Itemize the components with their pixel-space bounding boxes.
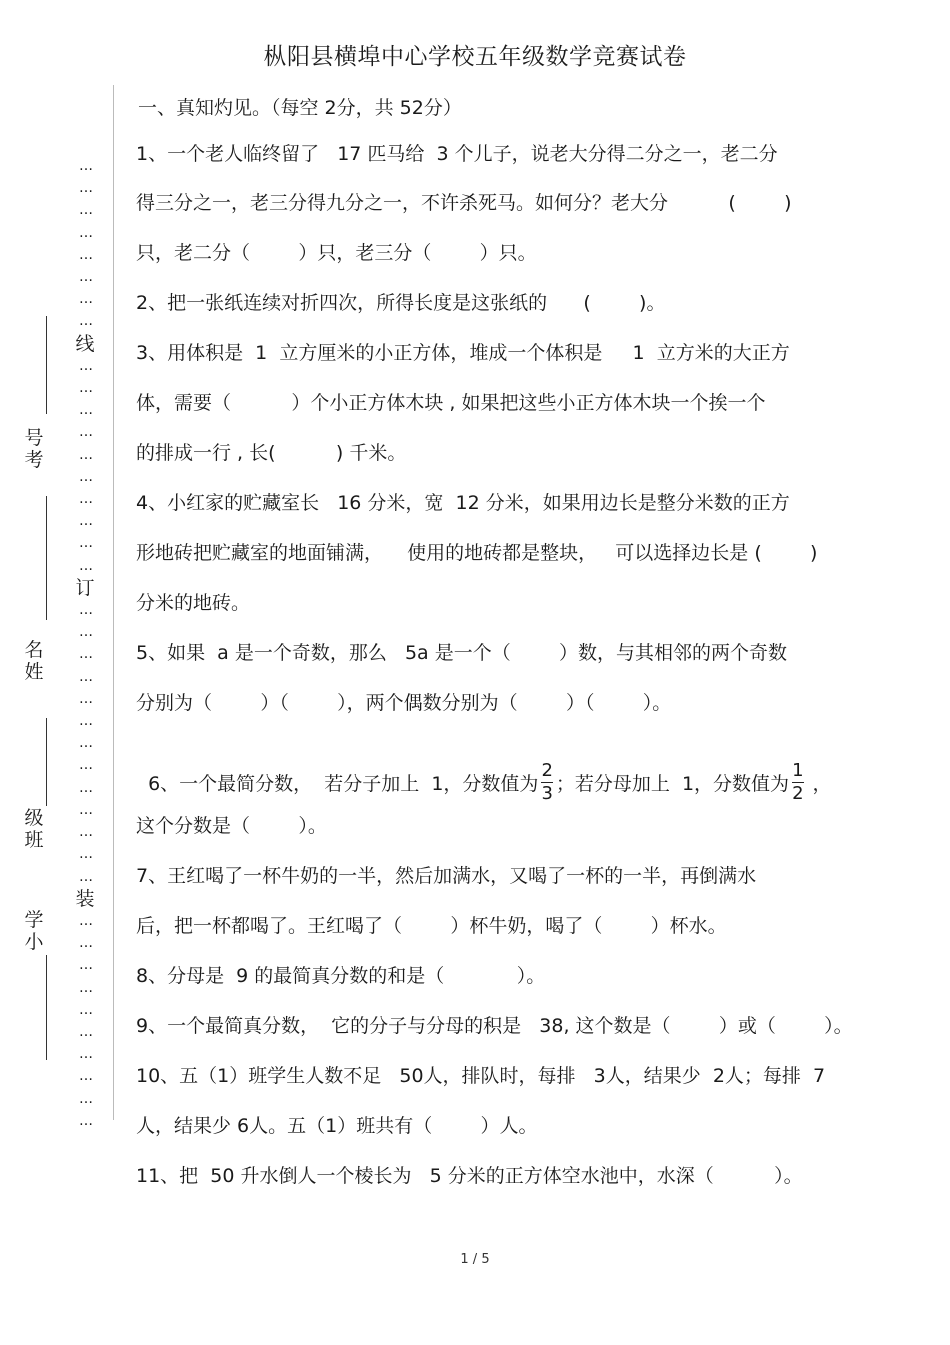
question-line: 5、如果 a 是一个奇数，那么 5a 是一个（ ）数，与其相邻的两个奇数 (136, 642, 788, 664)
question-line: 形地砖把贮藏室的地面铺满， 使用的地砖都是整块， 可以选择边长是 ( ) (136, 542, 818, 564)
question-line: 后，把一杯都喝了。王红喝了（ ）杯牛奶，喝了（ ）杯水。 (136, 915, 727, 937)
question-line: 的排成一行 , 长( ) 千米。 (136, 442, 407, 464)
binding-word-ding: 订 (75, 576, 95, 599)
question-6-line (136, 744, 832, 806)
margin-line-3 (46, 718, 47, 806)
question-line: 4、小红家的贮藏室长 16 分米，宽 12 分米，如果用边长是整分米数的正方 (136, 492, 790, 514)
binding-divider (113, 85, 114, 1120)
question-line: 得三分之一，老三分得九分之一，不许杀死马。如何分？老大分 ( ) (136, 192, 792, 214)
question-line: 这个分数是（ ）。 (136, 815, 327, 837)
question-line: 分别为（ ）（ ），两个偶数分别为（ ）（ ）。 (136, 692, 672, 714)
question-line: 体，需要（ ）个小正方体木块 , 如果把这些小正方体木块一个挨一个 (136, 392, 766, 414)
question-line: 7、王红喝了一杯牛奶的一半，然后加满水，又喝了一杯的一半，再倒满水 (136, 865, 757, 887)
q6-text-1: 6、一个最简分数， 若分子加上 1，分数值为 (148, 772, 539, 795)
binding-word-zhuang: 装 (75, 887, 95, 910)
question-line: 1、一个老人临终留了 17 匹马给 3 个儿子，说老大分得二分之一，老二分 (136, 143, 778, 165)
page-title: 枞阳县横埠中心学校五年级数学竞赛试卷 (263, 44, 687, 70)
school-label: 学小 (24, 909, 44, 953)
question-line: 9、一个最简真分数， 它的分子与分母的积是 38, 这个数是（ ）或（ ）。 (136, 1015, 853, 1037)
question-line: 8、分母是 9 的最简真分数的和是（ ）。 (136, 965, 546, 987)
question-line: 11、把 50 升水倒人一个棱长为 5 分米的正方体空水池中，水深（ ）。 (136, 1165, 803, 1187)
question-line: 10、五（1）班学生人数不足 50人，排队时，每排 3人，结果少 2人；每排 7 (136, 1065, 826, 1087)
binding-word-xian: 线 (75, 332, 95, 355)
class-label: 级班 (24, 807, 44, 851)
name-label: 名姓 (24, 639, 44, 683)
binding-dots-column: … … … … … … … … 线 … … … … … … … … … … 订 … … … … … … … … … … … … … 装 … … … … … … … … … … (72, 155, 98, 1132)
question-line: 只，老二分（ ）只，老三分（ ）只。 (136, 242, 537, 264)
section-heading: 一、真知灼见。（每空 2分，共 52分） (138, 97, 462, 119)
fraction-two-thirds (541, 761, 552, 804)
q6-text-3: ， (806, 772, 832, 795)
margin-line-1 (46, 316, 47, 414)
margin-line-2 (46, 496, 47, 620)
page-number: 1 / 5 (460, 1252, 490, 1267)
fraction-denominator: 3 (541, 782, 553, 804)
fraction-numerator: 2 (541, 760, 553, 781)
fraction-denominator: 2 (792, 782, 804, 804)
question-line: 3、用体积是 1 立方厘米的小正方体，堆成一个体积是 1 立方米的大正方 (136, 342, 790, 364)
question-line: 2、把一张纸连续对折四次，所得长度是这张纸的 ( )。 (136, 292, 666, 314)
exam-number-label: 号考 (24, 427, 44, 471)
fraction-one-half (792, 761, 803, 804)
q6-text-2: ；若分母加上 1，分数值为 (555, 772, 790, 795)
margin-line-4 (46, 955, 47, 1060)
question-line: 人，结果少 6人。五（1）班共有（ ）人。 (136, 1115, 538, 1137)
question-line: 分米的地砖。 (136, 592, 251, 614)
fraction-numerator: 1 (792, 760, 804, 781)
